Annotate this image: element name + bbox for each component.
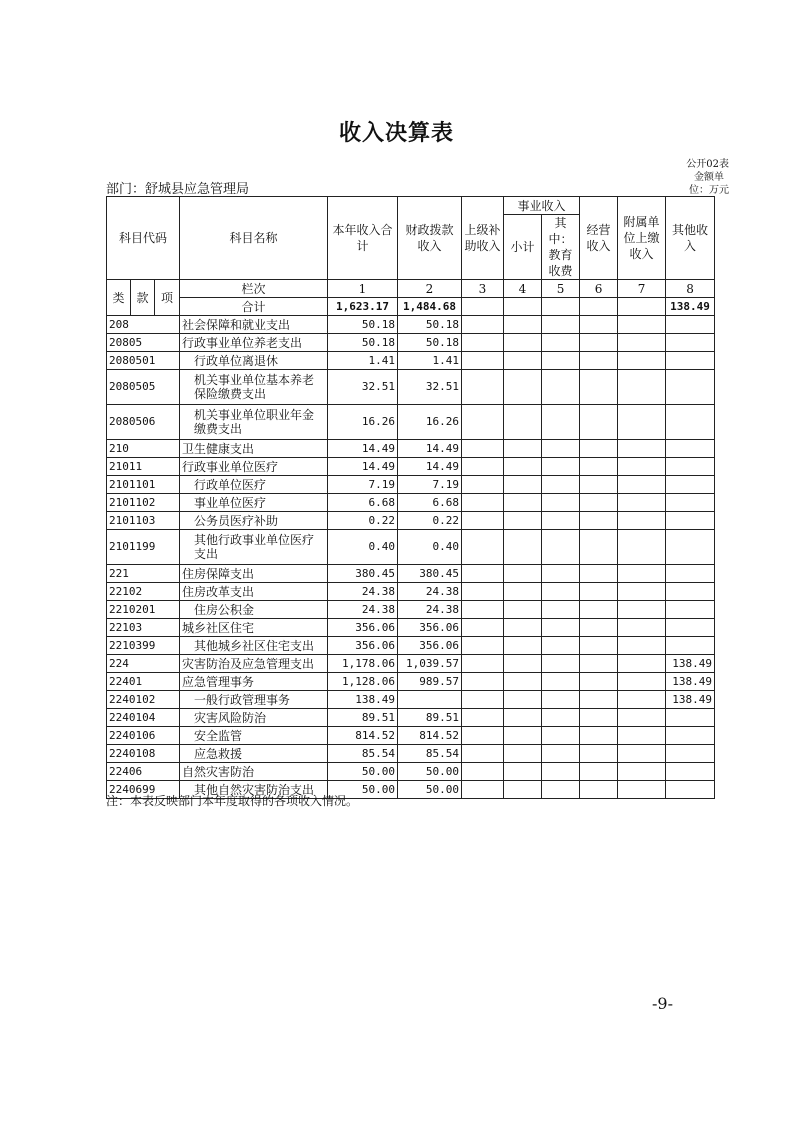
- row-name: 社会保障和就业支出: [180, 316, 328, 334]
- row-code: 2080506: [107, 405, 180, 440]
- total-row-label: 合计: [180, 298, 328, 316]
- row-total: 50.18: [328, 316, 398, 334]
- row-fiscal: 50.18: [398, 316, 462, 334]
- row-code: 2210399: [107, 637, 180, 655]
- header-other: 其他收入: [666, 197, 715, 280]
- row-code: 22401: [107, 673, 180, 691]
- row-code: 2101102: [107, 494, 180, 512]
- row-other: 138.49: [666, 673, 715, 691]
- row-code: 22103: [107, 619, 180, 637]
- row-fiscal: 0.40: [398, 530, 462, 565]
- row-name: 城乡社区住宅: [180, 619, 328, 637]
- row-total: 0.22: [328, 512, 398, 530]
- row-fiscal: [398, 691, 462, 709]
- col-index-2: 2: [398, 280, 462, 298]
- row-total: 356.06: [328, 619, 398, 637]
- page-title: 收入决算表: [338, 121, 454, 146]
- row-other: [666, 601, 715, 619]
- total-row-fiscal: 1,484.68: [398, 298, 462, 316]
- row-name: 行政事业单位养老支出: [180, 334, 328, 352]
- row-code: 22406: [107, 763, 180, 781]
- row-other: 138.49: [666, 655, 715, 673]
- row-name: 行政单位离退休: [180, 352, 328, 370]
- table-row: [107, 370, 715, 405]
- row-code: 210: [107, 440, 180, 458]
- row-code: 2101101: [107, 476, 180, 494]
- table-row: [107, 530, 715, 565]
- row-fiscal: 1,039.57: [398, 655, 462, 673]
- table-row: [107, 745, 715, 763]
- table-row: [107, 405, 715, 440]
- row-other: [666, 458, 715, 476]
- row-code: 2240106: [107, 727, 180, 745]
- row-total: 14.49: [328, 458, 398, 476]
- row-other: [666, 781, 715, 799]
- row-total: 85.54: [328, 745, 398, 763]
- footnote: 注：本表反映部门本年度取得的各项收入情况。: [106, 794, 359, 808]
- col-index-4: 4: [504, 280, 542, 298]
- row-name: 行政单位医疗: [180, 476, 328, 494]
- row-fiscal: 14.49: [398, 458, 462, 476]
- row-name: 应急管理事务: [180, 673, 328, 691]
- row-total: 814.52: [328, 727, 398, 745]
- row-other: [666, 763, 715, 781]
- row-fiscal: 50.00: [398, 781, 462, 799]
- row-fiscal: 24.38: [398, 601, 462, 619]
- header-lanci: 栏次: [180, 280, 328, 298]
- row-code: 2240102: [107, 691, 180, 709]
- table-row: [107, 763, 715, 781]
- row-total: 14.49: [328, 440, 398, 458]
- row-total: 50.18: [328, 334, 398, 352]
- row-fiscal: 1.41: [398, 352, 462, 370]
- row-code: 2240699: [107, 781, 180, 799]
- col-index-7: 7: [618, 280, 666, 298]
- row-other: [666, 405, 715, 440]
- table-row: [107, 583, 715, 601]
- page-number: -9-: [652, 994, 673, 1013]
- row-code: 221: [107, 565, 180, 583]
- table-row: [107, 565, 715, 583]
- row-name: 应急救援: [180, 745, 328, 763]
- row-total: 380.45: [328, 565, 398, 583]
- row-other: [666, 565, 715, 583]
- department-label: 部门：舒城县应急管理局: [106, 182, 250, 197]
- row-other: [666, 440, 715, 458]
- table-row: [107, 458, 715, 476]
- row-fiscal: 7.19: [398, 476, 462, 494]
- row-fiscal: 89.51: [398, 709, 462, 727]
- row-other: [666, 530, 715, 565]
- row-code: 2080501: [107, 352, 180, 370]
- row-fiscal: 814.52: [398, 727, 462, 745]
- row-code: 2210201: [107, 601, 180, 619]
- row-fiscal: 6.68: [398, 494, 462, 512]
- row-fiscal: 85.54: [398, 745, 462, 763]
- table-row: [107, 494, 715, 512]
- header-lei: 类: [107, 280, 131, 316]
- row-name: 其他行政事业单位医疗支出: [180, 530, 328, 565]
- row-other: [666, 352, 715, 370]
- row-name: 公务员医疗补助: [180, 512, 328, 530]
- row-fiscal: 50.18: [398, 334, 462, 352]
- row-fiscal: 24.38: [398, 583, 462, 601]
- row-code: 208: [107, 316, 180, 334]
- row-fiscal: 14.49: [398, 440, 462, 458]
- row-name: 其他自然灾害防治支出: [180, 781, 328, 799]
- row-code: 20805: [107, 334, 180, 352]
- row-name: 住房保障支出: [180, 565, 328, 583]
- table-row: [107, 673, 715, 691]
- row-total: 32.51: [328, 370, 398, 405]
- header-name: 科目名称: [180, 197, 328, 280]
- table-row: [107, 691, 715, 709]
- row-name: 卫生健康支出: [180, 440, 328, 458]
- table-row: [107, 619, 715, 637]
- row-total: 1,128.06: [328, 673, 398, 691]
- row-fiscal: 356.06: [398, 637, 462, 655]
- row-name: 自然灾害防治: [180, 763, 328, 781]
- row-name: 灾害防治及应急管理支出: [180, 655, 328, 673]
- header-xiang: 项: [155, 280, 180, 316]
- row-total: 50.00: [328, 763, 398, 781]
- row-fiscal: 16.26: [398, 405, 462, 440]
- table-row: [107, 352, 715, 370]
- table-row: [107, 601, 715, 619]
- row-fiscal: 989.57: [398, 673, 462, 691]
- row-total: 356.06: [328, 637, 398, 655]
- header-code: 科目代码: [107, 197, 180, 280]
- row-total: 7.19: [328, 476, 398, 494]
- col-index-1: 1: [328, 280, 398, 298]
- row-other: [666, 745, 715, 763]
- row-total: 0.40: [328, 530, 398, 565]
- total-row-total: 1,623.17: [328, 298, 398, 316]
- table-row: [107, 512, 715, 530]
- col-index-5: 5: [542, 280, 580, 298]
- header-career-subtotal: 小计: [504, 215, 542, 280]
- header-total: 本年收入合计: [328, 197, 398, 280]
- row-total: 24.38: [328, 583, 398, 601]
- table-row: [107, 334, 715, 352]
- row-total: 89.51: [328, 709, 398, 727]
- row-total: 16.26: [328, 405, 398, 440]
- row-name: 机关事业单位职业年金缴费支出: [180, 405, 328, 440]
- row-other: [666, 334, 715, 352]
- row-other: [666, 316, 715, 334]
- table-row: [107, 709, 715, 727]
- table-row: [107, 440, 715, 458]
- col-index-8: 8: [666, 280, 715, 298]
- row-other: [666, 370, 715, 405]
- row-total: 138.49: [328, 691, 398, 709]
- row-name: 机关事业单位基本养老保险缴费支出: [180, 370, 328, 405]
- table-row: [107, 637, 715, 655]
- row-other: [666, 476, 715, 494]
- row-name: 住房改革支出: [180, 583, 328, 601]
- row-fiscal: 356.06: [398, 619, 462, 637]
- row-code: 21011: [107, 458, 180, 476]
- row-other: [666, 494, 715, 512]
- row-other: 138.49: [666, 691, 715, 709]
- row-other: [666, 583, 715, 601]
- header-career: 事业收入: [504, 197, 580, 215]
- row-total: 6.68: [328, 494, 398, 512]
- row-name: 事业单位医疗: [180, 494, 328, 512]
- table-row: [107, 727, 715, 745]
- table-row: [107, 655, 715, 673]
- row-other: [666, 709, 715, 727]
- header-superior: 上级补助收入: [462, 197, 504, 280]
- header-career-education: 其中：教育收费: [542, 215, 580, 280]
- row-fiscal: 50.00: [398, 763, 462, 781]
- table-row: [107, 316, 715, 334]
- row-code: 2080505: [107, 370, 180, 405]
- form-number: 公开02表: [686, 159, 729, 170]
- row-fiscal: 380.45: [398, 565, 462, 583]
- header-affiliated: 附属单位上缴收入: [618, 197, 666, 280]
- col-index-6: 6: [580, 280, 618, 298]
- col-index-3: 3: [462, 280, 504, 298]
- row-name: 其他城乡社区住宅支出: [180, 637, 328, 655]
- row-code: 2101103: [107, 512, 180, 530]
- amount-unit: 金额单位：万元: [689, 172, 729, 196]
- row-code: 2101199: [107, 530, 180, 565]
- row-name: 灾害风险防治: [180, 709, 328, 727]
- row-code: 224: [107, 655, 180, 673]
- header-operation: 经营收入: [580, 197, 618, 280]
- row-total: 50.00: [328, 781, 398, 799]
- total-row-other: 138.49: [666, 298, 715, 316]
- income-table: [106, 196, 715, 799]
- row-total: 1.41: [328, 352, 398, 370]
- row-other: [666, 619, 715, 637]
- row-other: [666, 512, 715, 530]
- row-total: 1,178.06: [328, 655, 398, 673]
- table-row: [107, 476, 715, 494]
- row-fiscal: 32.51: [398, 370, 462, 405]
- row-fiscal: 0.22: [398, 512, 462, 530]
- row-name: 一般行政管理事务: [180, 691, 328, 709]
- row-code: 22102: [107, 583, 180, 601]
- row-total: 24.38: [328, 601, 398, 619]
- row-name: 行政事业单位医疗: [180, 458, 328, 476]
- header-kuan: 款: [131, 280, 155, 316]
- row-other: [666, 637, 715, 655]
- row-code: 2240104: [107, 709, 180, 727]
- row-other: [666, 727, 715, 745]
- row-name: 安全监管: [180, 727, 328, 745]
- row-name: 住房公积金: [180, 601, 328, 619]
- header-fiscal: 财政拨款收入: [398, 197, 462, 280]
- row-code: 2240108: [107, 745, 180, 763]
